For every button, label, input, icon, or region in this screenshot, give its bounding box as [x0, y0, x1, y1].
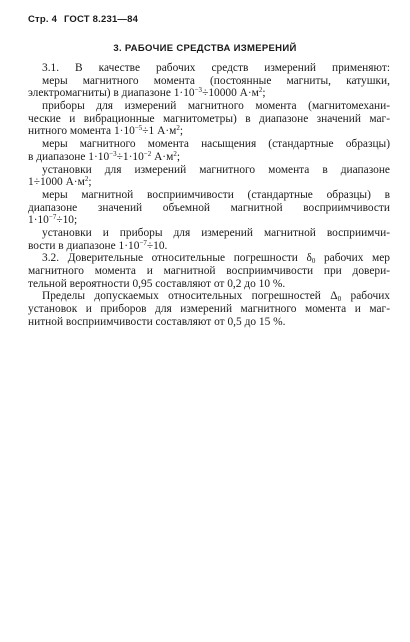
text-line: в диапазоне $1\cdot 10^{-3}\div 1\cdot 10^{-2}$ $А\cdot м^2$;	[28, 149, 180, 163]
text-line: меры магнитного момента насыщения (стандартные образцы)	[42, 138, 390, 151]
text-line: нитного момента $1\cdot 10^{-5}\div 1$ $А\cdot м^2$;	[28, 124, 183, 138]
text-line: меры магнитной восприимчивости (стандартные образцы) в	[42, 188, 390, 201]
text-line: 1÷1000 $А\cdot м^2$;	[28, 175, 92, 189]
text-line: вости в диапазоне $1\cdot 10^{-7}\div 10$.	[28, 238, 168, 252]
text-line: магнитного момента и магнитной восприимчивости при довери-	[28, 265, 390, 277]
text-line: 3.1. В качестве рабочих средств измерений применяют:	[42, 62, 390, 74]
text-line: меры магнитного момента (постоянные магниты, катушки,	[42, 74, 390, 87]
text-line: установки и приборы для измерений магнитной восприимчи-	[42, 226, 390, 239]
text-line: Пределы допускаемых относительных погрешностей $\Delta_0$ рабочих	[42, 290, 390, 304]
section-title: 3. РАБОЧИЕ СРЕДСТВА ИЗМЕРЕНИЙ	[113, 43, 297, 54]
text-line: $1\cdot 10^{-7}\div 10$;	[28, 213, 78, 227]
page-header	[28, 14, 138, 25]
standard-designation: ГОСТ 8.231—84	[63, 14, 139, 25]
document-body	[28, 62, 390, 328]
page-number: Стр. 4	[28, 14, 58, 25]
text-line: тельной вероятности 0,95 составляют от 0,2 до 10 %.	[28, 277, 286, 290]
text-line: 3.2. Доверительные относительные погрешности $\delta_0$ рабочих мер	[42, 252, 391, 266]
text-line: электромагниты) в диапазоне $1\cdot 10^{-3}\div 10000$ $А\cdot м^2$;	[28, 86, 266, 100]
text-line: установок и приборов для измерений магнитного момента и маг-	[28, 303, 390, 316]
text-line: диапазоне значений объемной магнитной восприимчивости	[28, 201, 390, 214]
text-line: приборы для измерений магнитного момента (магнитомехани-	[42, 100, 390, 113]
text-line: ческие и вибрационные магнитометры) в диапазоне значений маг-	[28, 112, 390, 125]
text-line: установки для измерений магнитного момента в диапазоне	[42, 163, 390, 176]
text-line: нитной восприимчивости составляют от 0,5 до 15 %.	[28, 315, 286, 328]
